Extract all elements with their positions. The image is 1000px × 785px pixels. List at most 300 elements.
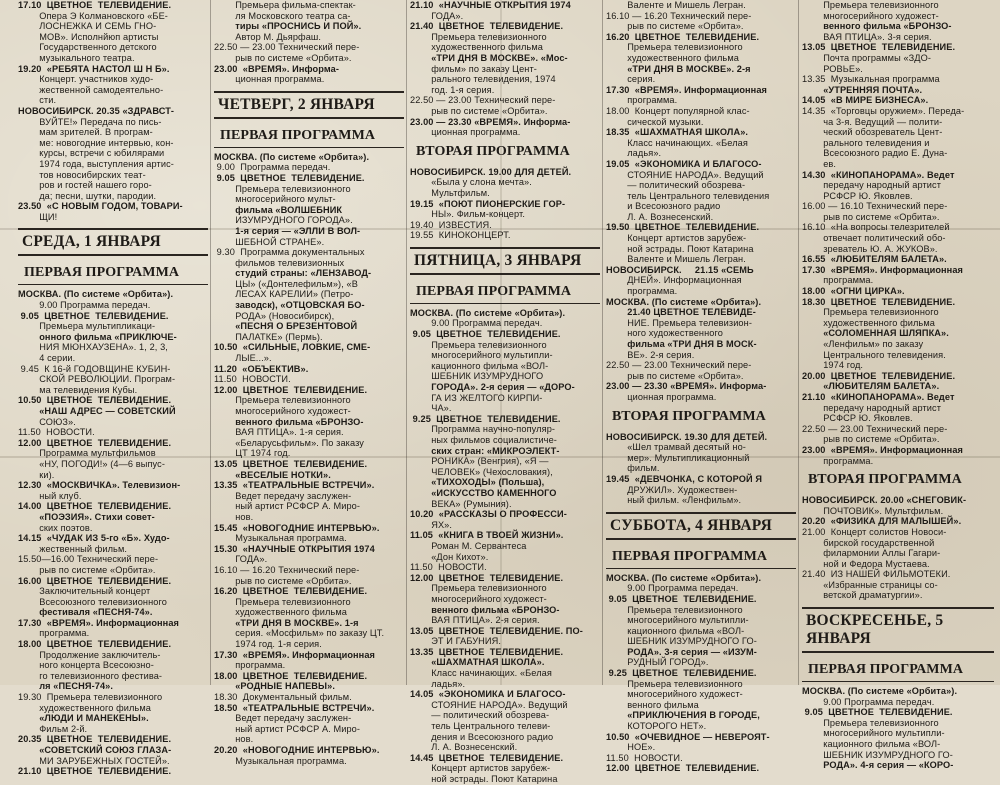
schedule-line: 23.00 — 23.30 «ВРЕМЯ». Информа- <box>410 116 571 127</box>
schedule-line: ГОДА». <box>214 554 268 565</box>
schedule-line: ВАЯ ПТИЦА». 1-я серия. <box>214 427 344 438</box>
column-5 <box>802 0 994 771</box>
schedule-line: многосерийного мульт- <box>214 194 336 205</box>
schedule-line: 9.25 ЦВЕТНОЕ ТЕЛЕВИДЕНИЕ. <box>606 668 757 679</box>
schedule-line: 18.00 ЦВЕТНОЕ ТЕЛЕВИДЕНИЕ. <box>214 670 368 681</box>
schedule-line: «УТРЕННЯЯ ПОЧТА». <box>802 84 923 95</box>
schedule-line: ЧА». <box>410 403 452 414</box>
schedule-line: 21.00 Концерт солистов Новоси- <box>802 526 947 537</box>
schedule-line: ВУЙТЕ!» Передача по пись- <box>18 116 162 127</box>
schedule-line: студий страны: «ЛЕНЗАВОД- <box>214 268 372 279</box>
schedule-line: 10.50 «СИЛЬНЫЕ, ЛОВКИЕ, СМЕ- <box>214 342 371 353</box>
schedule-line: художественного фильма <box>606 52 739 63</box>
day-heading: ВОСКРЕСЕНЬЕ, 5 ЯНВАРЯ <box>802 607 994 653</box>
schedule-line: рыв по системе «Орбита». <box>606 21 744 32</box>
schedule-line: многосерийного художест- <box>802 10 939 21</box>
schedule-line: НИЕ. Премьера телевизион- <box>606 317 752 328</box>
schedule-line: МОВ». Исполнйюп артисты <box>18 31 159 42</box>
schedule-line: 9.05 ЦВЕТНОЕ ТЕЛЕВИДЕНИЕ. <box>606 593 757 604</box>
schedule-line: ме: новогодние интервью, кон- <box>18 137 174 148</box>
schedule-line: ских поэтов. <box>18 522 93 533</box>
schedule-line: 20.20 «НОВОГОДНИЕ ИНТЕРВЬЮ». <box>214 745 380 755</box>
schedule-line: 16.00 — 16.10 Технический пере- <box>802 201 948 212</box>
schedule-line: 18.30 ЦВЕТНОЕ ТЕЛЕВИДЕНИЕ. <box>802 296 956 307</box>
schedule-line: ной эстрады. Поют Катарина <box>606 243 754 254</box>
schedule-line: 23.00 — 23.30 «ВРЕМЯ». Информа- <box>606 381 767 392</box>
schedule-line: РОДА» (Новосибирск), <box>214 310 335 321</box>
schedule-line: РСФСР Ю. Яковлев. <box>802 190 913 201</box>
schedule-line: программа. <box>802 275 874 286</box>
schedule-line: 17.30 «ВРЕМЯ». Информационная <box>802 264 964 275</box>
schedule-line: 12.00 ЦВЕТНОЕ ТЕЛЕВИДЕНИЕ. <box>214 384 368 395</box>
schedule-line: «Шел трамвай десятый но- <box>606 442 746 453</box>
schedule-line: Класс начинающих. «Белая <box>606 137 748 148</box>
program-heading: ВТОРАЯ ПРОГРАММА <box>612 408 766 424</box>
schedule-line: ных фильмов социалистиче- <box>410 435 557 445</box>
schedule-line: ВАЯ ПТИЦА». 3-я серия. <box>802 31 932 42</box>
schedule-line: заводск), «ОТЦОВСКАЯ БО- <box>214 300 365 311</box>
schedule-line: РОДА». 4-я серия — «КОРО- <box>802 760 954 771</box>
schedule-line: ЯХ». <box>410 519 453 530</box>
schedule-line: ЦЫ» («Донтелефильм»), «В <box>214 278 358 289</box>
schedule-line: «ВЕСЕЛЫЕ НОТКИ». <box>214 469 331 480</box>
program-heading: ПЕРВАЯ ПРОГРАММА <box>802 658 994 682</box>
schedule-line: Л. А. Вознесенский. <box>410 742 518 753</box>
schedule-line: жественный фильм. <box>18 543 128 554</box>
schedule-line: Валенте и Мишель Легран. <box>606 254 746 265</box>
schedule-line: «ЛЮБИТЕЛЯМ БАЛЕТА». <box>802 381 940 392</box>
schedule-line: «Ленфильм» по заказу <box>802 339 924 349</box>
schedule-block <box>18 0 208 222</box>
schedule-line: 19.50 ЦВЕТНОЕ ТЕЛЕВИДЕНИЕ. <box>606 222 760 233</box>
schedule-line: Мультфильм. <box>410 187 490 198</box>
schedule-line: Концерт. участников худо- <box>18 74 154 85</box>
schedule-line: ШЕБНИК ИЗУМРУДНОГО ГО- <box>802 749 953 760</box>
schedule-line: 18.30 Документальный фильм. <box>214 692 352 703</box>
schedule-line: ГА ИЗ ЖЕЛТОГО КИРПИ- <box>410 392 543 403</box>
schedule-line: МОСКВА. (По системе «Орбита»). <box>606 572 762 583</box>
schedule-line: программа. <box>802 455 874 466</box>
schedule-line: Всесоюзного телевизионного <box>18 596 167 607</box>
schedule-line: СТОЯНИЕ НАРОДА». Ведущий <box>606 169 764 180</box>
program-heading: ПЕРВАЯ ПРОГРАММА <box>18 261 208 285</box>
schedule-line: — политический обозрева- <box>606 180 746 191</box>
schedule-line: 21.10 «КИНОПАНОРАМА». Ведет <box>802 391 955 402</box>
schedule-line: го телевизионного фестива- <box>18 670 163 681</box>
column-rule <box>798 0 799 685</box>
schedule-line: Премьера телевизионного <box>214 183 351 194</box>
schedule-line: Премьера телевизионного <box>802 307 939 318</box>
schedule-line: «Дон Кихот». <box>410 551 489 562</box>
schedule-line: Премьера телевизионного <box>802 717 939 728</box>
schedule-line: сти. <box>18 95 57 106</box>
schedule-line: рыв по системе «Орбита». <box>214 52 352 63</box>
schedule-line: 11.20 «ОБЪЕКТИВ». <box>214 363 309 374</box>
schedule-block <box>18 289 208 776</box>
schedule-line: 14.35 «Торговцы оружием». Переда- <box>802 105 965 116</box>
schedule-line: 21.10 ЦВЕТНОЕ ТЕЛЕВИДЕНИЕ. <box>18 766 172 777</box>
schedule-line: 22.50 — 23.00 Технический пере- <box>802 423 948 434</box>
schedule-line: 19.40 ИЗВЕСТИЯ. <box>410 219 492 230</box>
schedule-line: НОВОСИБИРСК. 21.15 «СЕМЬ <box>606 264 754 275</box>
schedule-line: серия. «Мосфильм» по заказу ЦТ. <box>214 628 385 639</box>
schedule-line: «Избранные страницы со- <box>802 579 938 590</box>
schedule-line: ЛОСНЕЖКА И СЕМЬ ГНО- <box>18 21 157 32</box>
schedule-line: 22.50 — 23.00 Технический пере- <box>606 360 752 371</box>
schedule-line: венного фильма «БРОНЗО- <box>802 21 952 32</box>
schedule-line: 15.30 «НАУЧНЫЕ ОТКРЫТИЯ 1974 <box>214 543 375 554</box>
schedule-line: художественного фильма <box>18 702 151 713</box>
schedule-line: «СОЛОМЕННАЯ ШЛЯПКА». <box>802 328 949 339</box>
schedule-line: СКОЙ РЕВОЛЮЦИИ. Програм- <box>18 374 176 385</box>
schedule-line: 9.30 Программа документальных <box>214 247 365 258</box>
schedule-line: тов новосибирских теат- <box>18 169 146 180</box>
schedule-line: программа. <box>214 660 286 671</box>
schedule-line: мам зрителей. В програм- <box>18 127 153 138</box>
schedule-line: Почта программы «ЗДО- <box>802 52 932 63</box>
schedule-line: ный артист РСФСР А. Миро- <box>214 501 361 512</box>
schedule-line: фильм» по заказу Цент- <box>410 63 537 74</box>
schedule-line: курсы, встречи с юбилярами <box>18 148 165 159</box>
schedule-line: 13.35 Музыкальная программа <box>802 74 940 85</box>
schedule-line: 14.45 ЦВЕТНОЕ ТЕЛЕВИДЕНИЕ. <box>410 752 564 763</box>
schedule-line: Государственного детского <box>18 42 157 53</box>
schedule-line: ча 3-я. Ведущий — полити- <box>802 116 943 127</box>
schedule-line: Концерт артистов зарубеж- <box>410 763 551 774</box>
schedule-line: кационного фильма «ВОЛ- <box>410 360 549 371</box>
schedule-line: многосерийного мультипли- <box>606 615 749 626</box>
schedule-line: программа. <box>18 628 90 639</box>
schedule-line: 11.50 НОВОСТИ. <box>410 562 487 573</box>
schedule-line: венного фильма «БРОНЗО- <box>214 416 364 427</box>
schedule-block <box>802 495 994 601</box>
schedule-line: Премьера телевизионного <box>606 604 743 615</box>
schedule-line: многосерийного художест- <box>410 593 547 604</box>
schedule-line: ВАЯ ПТИЦА». 2-я серия. <box>410 615 540 626</box>
schedule-line: Всесоюзного радио Е. Дуна- <box>802 148 948 159</box>
schedule-line: «ШАХМАТНАЯ ШКОЛА». <box>410 657 545 668</box>
schedule-line: 23.00 «ВРЕМЯ». Информа- <box>214 63 339 74</box>
schedule-line: «НУ, ПОГОДИ!» (4—6 выпус- <box>18 458 165 469</box>
schedule-line: год. 1-я серия. <box>410 84 495 95</box>
schedule-line: ДРУЖИЛ». Художествен- <box>606 484 738 495</box>
schedule-line: ционная программа. <box>410 127 521 138</box>
schedule-line: программа. <box>606 95 678 106</box>
schedule-line: ПОЧТОВИК». Мультфильм. <box>802 505 944 516</box>
day-heading: СРЕДА, 1 ЯНВАРЯ <box>18 228 208 256</box>
schedule-block <box>410 167 600 241</box>
schedule-line: РОДА». 3-я серия — «ИЗУМ- <box>606 646 757 657</box>
schedule-line: «ПЕСНЯ О БРЕЗЕНТОВОЙ <box>214 321 358 332</box>
schedule-line: ки). <box>18 469 55 480</box>
schedule-line: Роман М. Сервантеса <box>410 540 527 551</box>
schedule-line: 23.00 «ВРЕМЯ». Информационная <box>802 444 964 455</box>
schedule-line: 18.00 Концерт популярной клас- <box>606 105 750 116</box>
schedule-line: ционная программа. <box>606 391 717 402</box>
schedule-block <box>802 0 994 466</box>
schedule-line: НОВОСИБИРСК. 20.00 «СНЕГОВИК- <box>802 495 967 506</box>
schedule-line: Ведет передачу заслужен- <box>214 713 352 724</box>
column-4 <box>606 0 796 774</box>
column-rule <box>210 0 211 685</box>
schedule-line: ного художественного <box>606 328 723 339</box>
schedule-line: ШЕБНИК ИЗУМРУДНОГО ГО- <box>606 636 757 647</box>
schedule-line: Программа научно-популяр- <box>410 424 556 435</box>
schedule-line: ШЕБНИК ИЗУМРУДНОГО <box>410 371 544 382</box>
schedule-line: Опера Э Колмановского «БЕ- <box>18 10 168 21</box>
schedule-line: Премьера телевизионного <box>606 678 743 689</box>
schedule-line: фильм. <box>606 463 660 474</box>
schedule-line: рыв по системе «Орбита». <box>802 211 940 222</box>
schedule-line: «Была у слона мечта». <box>410 177 532 188</box>
schedule-line: 18.50 «ТЕАТРАЛЬНЫЕ ВСТРЕЧИ». <box>214 702 375 713</box>
schedule-line: рыв по системе «Орбита». <box>214 575 352 586</box>
schedule-line: тиры «ПРОСНИСЬ И ПОЙ». <box>214 21 362 32</box>
schedule-line: 14.05 «В МИРЕ БИЗНЕСА». <box>802 95 929 106</box>
schedule-line: 9.00 Программа передач. <box>410 318 543 329</box>
schedule-line: ля Московского театра са- <box>214 10 351 21</box>
schedule-line: 21.40 ЦВЕТНОЕ ТЕЛЕВИДЕНИЕ. <box>410 21 564 32</box>
schedule-line: 1-я серия — «ЭЛЛИ В ВОЛ- <box>214 225 361 236</box>
schedule-line: 19.05 «ЭКОНОМИКА И БЛАГОСО- <box>606 158 762 169</box>
schedule-line: НОЕ». <box>606 742 656 753</box>
schedule-line: Центрального телевидения. <box>802 349 946 360</box>
schedule-line: рального телевидения и <box>802 137 930 148</box>
schedule-line: Премьера телевизионного <box>410 583 547 594</box>
schedule-line: ШЕБНОЙ СТРАНЕ». <box>214 236 325 247</box>
schedule-line: 19.15 «ПОЮТ ПИОНЕРСКИЕ ГОР- <box>410 198 566 209</box>
schedule-line: Премьера телевизионного <box>214 596 351 607</box>
schedule-line: 18.00 «ОГНИ ЦИРКА». <box>802 286 905 297</box>
schedule-line: ВЕ». 2-я серия. <box>606 349 695 360</box>
schedule-line: 17.30 «ВРЕМЯ». Информационная <box>214 649 376 660</box>
schedule-line: 13.05 ЦВЕТНОЕ ТЕЛЕВИДЕНИЕ. <box>802 42 956 53</box>
program-heading: ВТОРАЯ ПРОГРАММА <box>808 472 962 488</box>
schedule-line: 12.30 «МОСКВИЧКА». Телевизион- <box>18 480 181 491</box>
schedule-line: 17.30 «ВРЕМЯ». Информационная <box>18 617 180 628</box>
schedule-line: 19.55 КИНОКОНЦЕРТ. <box>410 230 511 241</box>
schedule-line: фильма «ТРИ ДНЯ В МОСК- <box>606 339 757 349</box>
schedule-line: 9.00 Программа передач. <box>18 300 151 311</box>
schedule-line: Премьера телевизионного <box>410 339 547 350</box>
schedule-line: 19.20 «РЕБЯТА НАСТОЛ Ш Н Б». <box>18 63 170 74</box>
schedule-line: 16.55 «ЛЮБИТЕЛЯМ БАЛЕТА». <box>802 254 947 265</box>
schedule-line: «ТРИ ДНЯ В МОСКВЕ». «Мос- <box>410 52 568 63</box>
schedule-line: ческий обозреватель Цент- <box>802 127 943 138</box>
schedule-line: сической музыки. <box>606 116 704 127</box>
schedule-block <box>214 0 404 85</box>
schedule-line: 22.50 — 23.00 Технический пере- <box>214 42 360 53</box>
schedule-line: многосерийного мультипли- <box>410 350 553 361</box>
schedule-line: ветской драматургии». <box>802 590 923 601</box>
schedule-line: «ЛЮДИ И МАНЕКЕНЫ». <box>18 713 149 724</box>
schedule-line: Премьера фильма-спектак- <box>214 0 356 10</box>
schedule-line: Л. А. Вознесенский. <box>606 211 714 222</box>
schedule-line: передачу народный артист <box>802 180 942 191</box>
schedule-line: Музыкальная программа. <box>214 755 347 766</box>
day-heading: ЧЕТВЕРГ, 2 ЯНВАРЯ <box>214 91 404 119</box>
schedule-line: 18.00 ЦВЕТНОЕ ТЕЛЕВИДЕНИЕ. <box>18 639 172 650</box>
schedule-line: Ведет передачу заслужен- <box>214 490 352 501</box>
schedule-line: программа. <box>606 286 678 297</box>
schedule-line: онного фильма «ПРИКЛЮЧЕ- <box>18 331 177 342</box>
schedule-line: 9.00 Программа передач. <box>606 583 739 594</box>
schedule-line: «ПРИКЛЮЧЕНИЯ В ГОРОДЕ, <box>606 710 760 721</box>
schedule-line: «ПОЭЗИЯ». Стихи совет- <box>18 511 155 522</box>
schedule-line: РОВЬЕ». <box>802 63 863 74</box>
schedule-line: рыв по системе «Орбита». <box>18 564 156 575</box>
schedule-line: тель Центрального телевидения <box>606 190 770 201</box>
schedule-line: многосерийного художест- <box>606 689 743 700</box>
schedule-line: 17.10 ЦВЕТНОЕ ТЕЛЕВИДЕНИЕ. <box>18 0 172 10</box>
schedule-line: 21.10 «НАУЧНЫЕ ОТКРЫТИЯ 1974 <box>410 0 571 10</box>
schedule-block <box>606 0 796 403</box>
schedule-line: Программа мультфильмов <box>18 448 156 459</box>
schedule-line: ный артист РСФСР А. Миро- <box>214 723 361 734</box>
schedule-line: 15.45 «НОВОГОДНИЕ ИНТЕРВЬЮ». <box>214 522 380 533</box>
schedule-line: 13.35 ЦВЕТНОЕ ТЕЛЕВИДЕНИЕ. <box>410 646 564 657</box>
schedule-line: НОВОСИБИРСК. 20.35 «ЗДРАВСТ- <box>18 105 175 116</box>
schedule-line: кационного фильма «ВОЛ- <box>802 739 941 750</box>
schedule-line: ЧЕЛОВЕК» (Чехословакия), <box>410 466 553 477</box>
schedule-line: ционная программа. <box>214 74 325 85</box>
schedule-line: НОВОСИБИРСК. 19.00 ДЛЯ ДЕТЕЙ. <box>410 166 572 177</box>
schedule-line: зреватель Ю. А. ЖУКОВ». <box>802 243 938 254</box>
schedule-line: ИЗУМРУДНОГО ГОРОДА». <box>214 215 353 226</box>
schedule-line: многосерийного художест- <box>214 406 351 416</box>
schedule-line: Класс начинающих. «Белая <box>410 668 552 679</box>
schedule-line: ЦТ 1974 год. <box>214 448 291 459</box>
schedule-line: Фильм 2-й. <box>18 723 88 734</box>
schedule-line: 16.10 «На вопросы телезрителей <box>802 222 950 233</box>
schedule-line: Премьера мультипликаци- <box>18 321 156 332</box>
schedule-line: ля «ПЕСНЯ-74». <box>18 681 114 692</box>
schedule-line: рыв по системе «Орбита». <box>802 434 940 445</box>
schedule-line: ЭТ И ГАБУНИЯ. <box>410 636 502 647</box>
schedule-line: МОСКВА. (По системе «Орбита»). <box>606 296 762 307</box>
schedule-line: Автор М. Дьярфаш. <box>214 31 322 42</box>
schedule-line: и Всесоюзного радио <box>606 201 721 212</box>
schedule-line: ЛЕСАХ КАРЕЛИИ» (Петро- <box>214 289 354 300</box>
schedule-line: ЛЫЕ...». <box>214 353 272 364</box>
schedule-line: РУДНЫЙ ГОРОД». <box>606 657 709 668</box>
schedule-line: 14.30 «КИНОПАНОРАМА». Ведет <box>802 169 955 180</box>
schedule-line: 19.45 «ДЕВЧОНКА, С КОТОРОЙ Я <box>606 473 763 484</box>
schedule-line: 13.35 «ТЕАТРАЛЬНЫЕ ВСТРЕЧИ». <box>214 480 375 491</box>
schedule-line: серия. <box>606 74 656 85</box>
schedule-line: нов. <box>214 734 254 745</box>
schedule-line: 14.15 «ЧУДАК ИЗ 5-го «Б». Худо- <box>18 533 170 544</box>
schedule-line: 9.05 ЦВЕТНОЕ ТЕЛЕВИДЕНИЕ. <box>410 329 561 340</box>
schedule-line: художественного фильма <box>802 317 935 328</box>
schedule-line: отвечает политический обо- <box>802 233 946 244</box>
schedule-line: ских стран: «МИКРОЭЛЕКТ- <box>410 445 560 456</box>
schedule-line: 18.35 «ШАХМАТНАЯ ШКОЛА». <box>606 127 749 138</box>
schedule-line: ЩИ! <box>18 211 58 222</box>
schedule-line: 17.30 «ВРЕМЯ». Информационная <box>606 84 768 95</box>
schedule-line: — политический обозрева- <box>410 710 550 721</box>
schedule-line: 21.40 ИЗ НАШЕЙ ФИЛЬМОТЕКИ. <box>802 569 951 580</box>
schedule-line: художественного фильма <box>214 607 347 618</box>
schedule-line: «Беларусьфильм». По заказу <box>214 437 364 448</box>
schedule-line: 10.20 «РАССКАЗЫ О ПРОФЕССИ- <box>410 509 567 520</box>
schedule-line: многосерийного мультипли- <box>802 728 945 739</box>
schedule-line: ный клуб. <box>18 490 82 501</box>
schedule-line: «ИСКУССТВО КАМЕННОГО <box>410 487 557 498</box>
schedule-line: «ТИХОХОДЫ» (Польша), <box>410 477 545 488</box>
schedule-line: СТОЯНИЕ НАРОДА». Ведущий <box>410 699 568 710</box>
schedule-line: РОНИКА» (Венгрия), «Я — <box>410 456 549 467</box>
day-heading: ПЯТНИЦА, 3 ЯНВАРЯ <box>410 247 600 275</box>
schedule-line: 9.45 К 16-й ГОДОВЩИНЕ КУБИН- <box>18 363 171 374</box>
schedule-line: «СОВЕТСКИЙ СОЮЗ ГЛАЗА- <box>18 745 172 755</box>
schedule-line: 15.50—16.00 Технический пере- <box>18 554 159 565</box>
schedule-line: 12.00 ЦВЕТНОЕ ТЕЛЕВИДЕНИЕ. <box>410 572 564 583</box>
schedule-line: венного фильма «БРОНЗО- <box>410 604 560 615</box>
schedule-line: мер». Мультипликационный <box>606 452 750 463</box>
schedule-line: ма телевидения Кубы. <box>18 384 138 395</box>
program-heading: ПЕРВАЯ ПРОГРАММА <box>606 545 796 569</box>
schedule-line: КОТОРОГО НЕТ». <box>606 721 707 732</box>
schedule-line: 16.20 ЦВЕТНОЕ ТЕЛЕВИДЕНИЕ. <box>214 586 368 597</box>
schedule-line: ной эстрады. Поют Катарина <box>410 774 558 784</box>
schedule-line: ДНЕЙ». Информационная <box>606 275 742 286</box>
schedule-line: ной и Федора Мустаева. <box>802 558 930 569</box>
schedule-line: 1974 год. <box>802 360 864 371</box>
schedule-line: НИЯ МЮНХАУЗЕНА». 1, 2, 3, <box>18 342 168 353</box>
schedule-line: Премьера телевизионного <box>606 42 743 53</box>
schedule-line: 19.30 Премьера телевизионного <box>18 692 163 703</box>
schedule-line: нов. <box>214 511 254 522</box>
schedule-line: 11.05 «КНИГА В ТВОЕЙ ЖИЗНИ». <box>410 530 564 541</box>
schedule-line: 13.05 ЦВЕТНОЕ ТЕЛЕВИДЕНИЕ. <box>214 458 368 469</box>
schedule-line: МИ ЗАРУБЕЖНЫХ ГОСТЕЙ». <box>18 755 170 766</box>
schedule-line: 16.10 — 16.20 Технический пере- <box>214 564 360 575</box>
schedule-line: рыв по системе «Орбита». <box>606 370 744 381</box>
schedule-line: 22.50 — 23.00 Технический пере- <box>410 95 556 106</box>
program-heading: ПЕРВАЯ ПРОГРАММА <box>410 280 600 304</box>
schedule-line: 4 серии. <box>18 353 76 364</box>
schedule-line: 14.05 «ЭКОНОМИКА И БЛАГОСО- <box>410 689 566 700</box>
schedule-line: 11.50 НОВОСТИ. <box>18 427 95 438</box>
schedule-line: 11.50 НОВОСТИ. <box>606 752 683 763</box>
schedule-line: 20.20 «ФИЗИКА ДЛЯ МАЛЫШЕЙ». <box>802 516 962 527</box>
column-rule <box>602 0 603 685</box>
schedule-block <box>606 432 796 506</box>
schedule-line: Премьера телевизионного <box>214 395 351 406</box>
schedule-line: жественной самодеятельно- <box>18 84 164 95</box>
schedule-block <box>410 308 600 785</box>
schedule-line: дения и Всесоюзного радио <box>410 731 554 742</box>
schedule-line: «РОДНЫЕ НАПЕВЫ». <box>214 681 335 692</box>
day-heading: СУББОТА, 4 ЯНВАРЯ <box>606 512 796 540</box>
schedule-block <box>410 0 600 138</box>
schedule-line: «ТРИ ДНЯ В МОСКВЕ». 2-я <box>606 63 751 74</box>
schedule-block <box>214 152 404 766</box>
schedule-line: фильмов телевизионных <box>214 257 345 268</box>
schedule-line: кационного фильма «ВОЛ- <box>606 625 745 636</box>
schedule-line: ГОДА». <box>410 10 464 21</box>
schedule-line: РСФСР Ю. Яковлев. <box>802 413 913 424</box>
schedule-line: 9.05 ЦВЕТНОЕ ТЕЛЕВИДЕНИЕ. <box>802 707 953 718</box>
schedule-line: фестиваля «ПЕСНЯ-74». <box>18 607 153 618</box>
schedule-line: художественного фильма <box>410 42 543 53</box>
schedule-line: 10.50 ЦВЕТНОЕ ТЕЛЕВИДЕНИЕ. <box>18 395 172 406</box>
schedule-line: 11.50 НОВОСТИ. <box>214 374 291 385</box>
schedule-line: МОСКВА. (По системе «Орбита»). <box>802 686 958 697</box>
schedule-line: ГОРОДА». 2-я серия — «ДОРО- <box>410 382 575 393</box>
schedule-line: 16.00 ЦВЕТНОЕ ТЕЛЕВИДЕНИЕ. <box>18 575 172 586</box>
